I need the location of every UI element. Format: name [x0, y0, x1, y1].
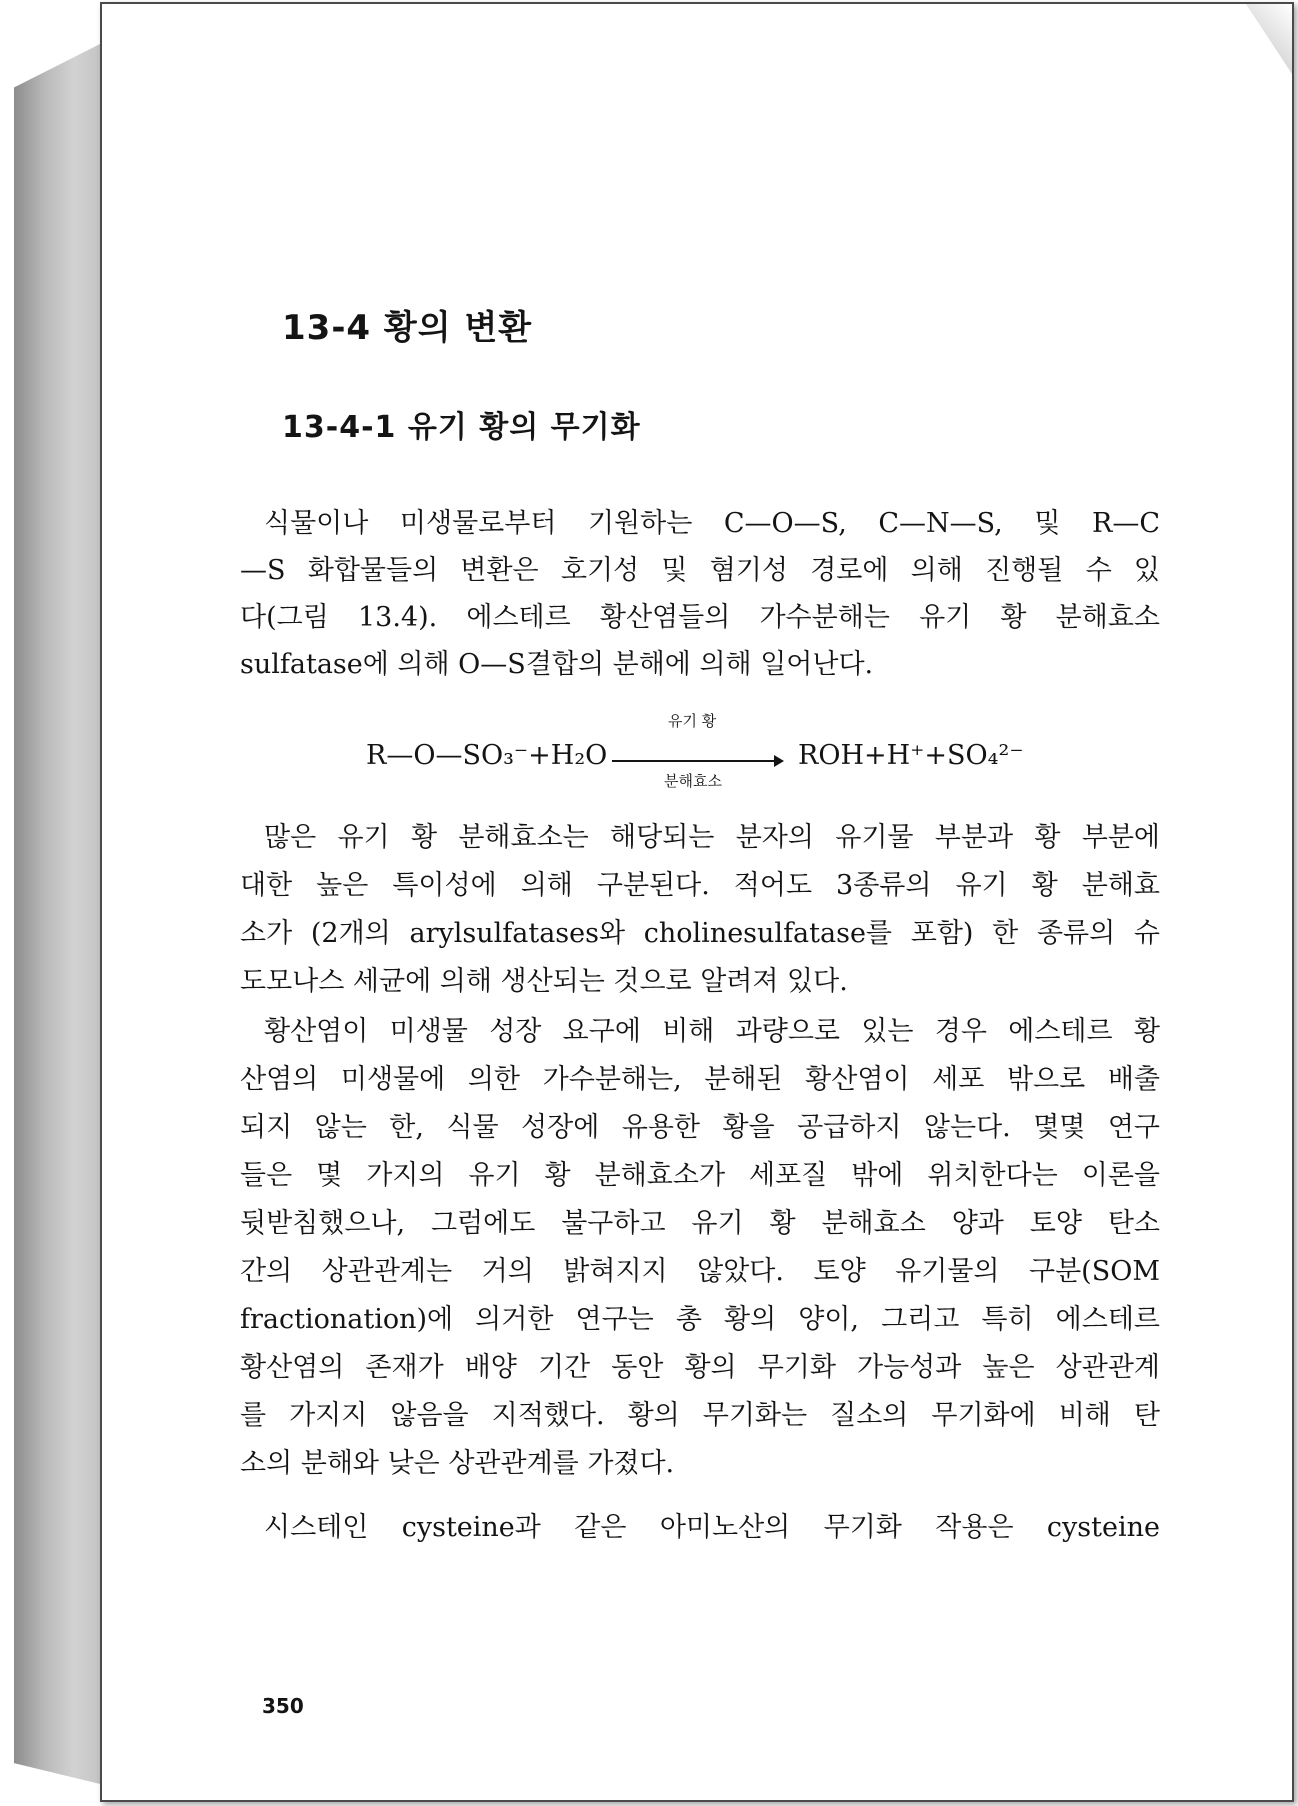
paragraph2-line-4: 도모나스 세균에 의해 생산되는 것으로 알려져 있다. — [240, 966, 848, 997]
paragraph3-line-2: 산염의 미생물에 의한 가수분해는, 분해된 황산염이 세포 밖으로 배출 — [240, 1064, 1160, 1095]
paragraph2-line-3: 소가 (2개의 arylsulfatases와 cholinesulfatase를 포함) 한 종류의 슈 — [240, 918, 1160, 949]
book-spine — [14, 44, 100, 1784]
paragraph3-line-1: 황산염이 미생물 성장 요구에 비해 과량으로 있는 경우 에스테르 황 — [264, 1016, 1160, 1047]
paragraph1-line-1: 식물이나 미생물로부터 기원하는 C—O—S, C—N—S, 및 R—C — [264, 508, 1160, 539]
equation-products: ROH+H⁺+SO₄²⁻ — [798, 740, 1024, 771]
equation-reactants: R—O—SO₃⁻+H₂O — [366, 740, 608, 771]
page-curl — [1246, 4, 1292, 74]
section-heading: 13-4 황의 변환 — [282, 308, 533, 348]
paragraph1-line-3: 다(그림 13.4). 에스테르 황산염들의 가수분해는 유기 황 분해효소 — [240, 602, 1160, 633]
equation-above-arrow: 유기 황 — [668, 712, 717, 730]
equation-below-arrow: 분해효소 — [664, 772, 722, 790]
page-number: 350 — [262, 1694, 304, 1718]
paragraph3-line-3: 되지 않는 한, 식물 성장에 유용한 황을 공급하지 않는다. 몇몇 연구 — [240, 1112, 1160, 1143]
paragraph3-line-9: 를 가지지 않음을 지적했다. 황의 무기화는 질소의 무기화에 비해 탄 — [240, 1400, 1160, 1431]
paragraph3-line-7: fractionation)에 의거한 연구는 총 황의 양이, 그리고 특히 에스테르 — [240, 1304, 1160, 1335]
paragraph3-line-4: 들은 몇 가지의 유기 황 분해효소가 세포질 밖에 위치한다는 이론을 — [240, 1160, 1160, 1191]
paragraph3-line-6: 간의 상관관계는 거의 밝혀지지 않았다. 토양 유기물의 구분(SOM — [240, 1256, 1160, 1287]
chemical-equation — [366, 710, 1126, 800]
subsection-heading: 13-4-1 유기 황의 무기화 — [282, 410, 641, 445]
paragraph4-line-1: 시스테인 cysteine과 같은 아미노산의 무기화 작용은 cysteine — [264, 1512, 1160, 1543]
paragraph3-line-10: 소의 분해와 낮은 상관관계를 가졌다. — [240, 1448, 675, 1479]
paragraph1-line-4: sulfatase에 의해 O—S결합의 분해에 의해 일어난다. — [240, 649, 874, 680]
paragraph2-line-2: 대한 높은 특이성에 의해 구분된다. 적어도 3종류의 유기 황 분해효 — [240, 870, 1160, 901]
paragraph1-line-2: —S 화합물들의 변환은 호기성 및 혐기성 경로에 의해 진행될 수 있 — [240, 555, 1160, 586]
reaction-arrow-icon — [612, 760, 782, 762]
paragraph3-line-8: 황산염의 존재가 배양 기간 동안 황의 무기화 가능성과 높은 상관관계 — [240, 1352, 1160, 1383]
paragraph2-line-1: 많은 유기 황 분해효소는 해당되는 분자의 유기물 부분과 황 부분에 — [264, 822, 1160, 853]
paragraph3-line-5: 뒷받침했으나, 그럼에도 불구하고 유기 황 분해효소 양과 토양 탄소 — [240, 1208, 1160, 1239]
